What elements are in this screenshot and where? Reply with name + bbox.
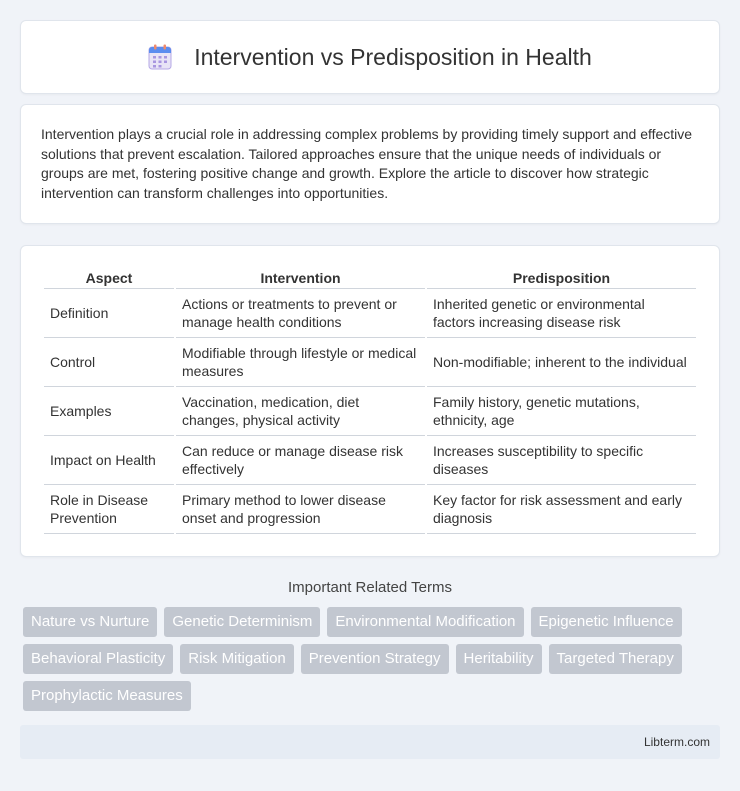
footer-site-link[interactable]: Libterm.com bbox=[643, 735, 710, 749]
table-cell-intervention: Can reduce or manage disease risk effectively bbox=[176, 436, 425, 485]
tag-genetic-determinism[interactable]: Genetic Determinism bbox=[164, 607, 320, 637]
table-cell-intervention: Vaccination, medication, diet changes, physical activity bbox=[176, 387, 425, 436]
table-row bbox=[44, 387, 696, 436]
table-cell-aspect: Examples bbox=[44, 387, 174, 436]
comparison-table-card bbox=[20, 245, 720, 557]
table-cell-intervention: Modifiable through lifestyle or medical measures bbox=[176, 338, 425, 387]
comparison-table bbox=[42, 268, 698, 534]
related-terms-list bbox=[20, 607, 700, 711]
table-cell-intervention: Primary method to lower disease onset and progression bbox=[176, 485, 425, 534]
table-cell-predisposition: Non-modifiable; inherent to the individual bbox=[427, 338, 696, 387]
table-cell-aspect: Definition bbox=[44, 289, 174, 338]
table-row bbox=[44, 338, 696, 387]
table-header-row bbox=[44, 268, 696, 289]
tag-nature-vs-nurture[interactable]: Nature vs Nurture bbox=[23, 607, 157, 637]
table-row bbox=[44, 485, 696, 534]
table-cell-aspect: Control bbox=[44, 338, 174, 387]
table-cell-intervention: Actions or treatments to prevent or manage health conditions bbox=[176, 289, 425, 338]
tag-environmental-modification[interactable]: Environmental Modification bbox=[327, 607, 523, 637]
tag-prevention-strategy[interactable]: Prevention Strategy bbox=[301, 644, 449, 674]
table-row bbox=[44, 436, 696, 485]
tag-behavioral-plasticity[interactable]: Behavioral Plasticity bbox=[23, 644, 173, 674]
page-title: Intervention vs Predisposition in Health bbox=[194, 43, 592, 70]
column-header-intervention: Intervention bbox=[176, 268, 425, 289]
table-cell-predisposition: Inherited genetic or environmental factors increasing disease risk bbox=[427, 289, 696, 338]
tag-prophylactic-measures[interactable]: Prophylactic Measures bbox=[23, 681, 191, 711]
tag-targeted-therapy[interactable]: Targeted Therapy bbox=[549, 644, 682, 674]
calendar-icon bbox=[148, 44, 172, 70]
table-cell-predisposition: Family history, genetic mutations, ethnicity, age bbox=[427, 387, 696, 436]
header-card bbox=[20, 20, 720, 94]
table-row bbox=[44, 289, 696, 338]
column-header-predisposition: Predisposition bbox=[427, 268, 696, 289]
table-cell-predisposition: Increases susceptibility to specific diseases bbox=[427, 436, 696, 485]
column-header-aspect: Aspect bbox=[44, 268, 174, 289]
intro-text: Intervention plays a crucial role in addressing complex problems by providing timely support and effective solutions that prevent escalation. Tailored approaches ensure that the unique needs of individuals or groups are met, fostering positive change and growth. Explore the article to discover how strategic intervention can transform challenges into opportunities. bbox=[41, 126, 693, 201]
table-cell-aspect: Role in Disease Prevention bbox=[44, 485, 174, 534]
table-cell-predisposition: Key factor for risk assessment and early diagnosis bbox=[427, 485, 696, 534]
table-cell-aspect: Impact on Health bbox=[44, 436, 174, 485]
tag-epigenetic-influence[interactable]: Epigenetic Influence bbox=[531, 607, 682, 637]
footer bbox=[20, 725, 720, 759]
tag-risk-mitigation[interactable]: Risk Mitigation bbox=[180, 644, 294, 674]
intro-card bbox=[20, 104, 720, 224]
related-terms-title: Important Related Terms bbox=[288, 579, 452, 596]
tag-heritability[interactable]: Heritability bbox=[456, 644, 542, 674]
